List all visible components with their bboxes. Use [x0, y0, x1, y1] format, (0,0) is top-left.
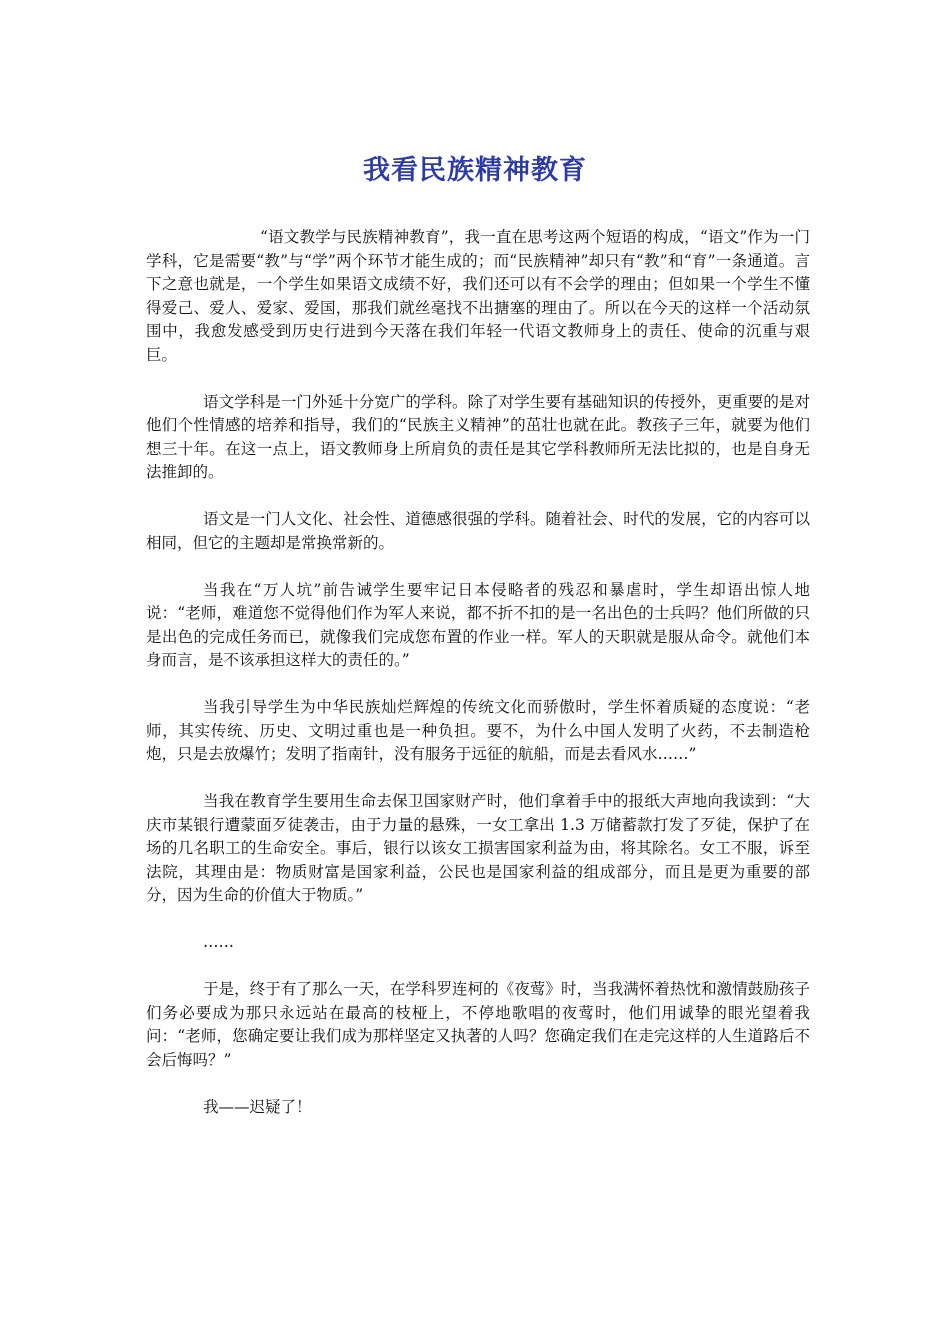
document-body: [146, 226, 810, 1143]
paragraph: 语文是一门人文化、社会性、道德感很强的学科。随着社会、时代的发展，它的内容可以相同，但它的主题却是常换常新的。: [146, 510, 810, 552]
paragraph: 语文学科是一门外延十分宽广的学科。除了对学生要有基础知识的传授外，更重要的是对他们个性情感的培养和指导，我们的“民族主义精神”的茁壮也就在此。教孩子三年，就要为他们想三十年。在这一点上，语文教师身上所肩负的责任是其它学科教师所无法比拟的，也是自身无法推卸的。: [146, 392, 810, 481]
paragraph: 我——迟疑了！: [203, 1097, 312, 1116]
paragraph: 于是，终于有了那么一天，在学科罗连柯的《夜莺》时，当我满怀着热忱和激情鼓励孩子们务必要成为那只永远站在最高的枝桠上，不停地歌唱的夜莺时，他们用诚挚的眼光望着我问：“老师，您确定要让我们成为那样坚定又执著的人吗？您确定我们在走完这样的人生道路后不会后悔吗？”: [146, 980, 810, 1069]
document-title: 我看民族精神教育: [363, 155, 587, 186]
paragraph: 当我在教育学生要用生命去保卫国家财产时，他们拿着手中的报纸大声地向我读到：“大庆市某银行遭蒙面歹徒袭击，由于力量的悬殊，一女工拿出 1.3 万储蓄款打发了歹徒，保护了在场的几名职工的生命安全。事后，银行以该女工损害国家利益为由，将其除名。女工不服，诉至法院，其理由是：物质财富是国家利益，公民也是国家利益的组成部分，而且是更为重要的部分，因为生命的价值大于物质。”: [146, 792, 810, 904]
paragraph: “语文教学与民族精神教育”，我一直在思考这两个短语的构成，“语文”作为一门学科，它是需要“教”与“学”两个环节才能生成的；而“民族精神”却只有“教”和“育”一条通道。言下之意也就是，一个学生如果语文成绩不好，我们还可以有不会学的理由；但如果一个学生不懂得爱己、爱人、爱家、爱国，那我们就丝毫找不出搪塞的理由了。所以在今天的这样一个活动氛围中，我愈发感受到历史行进到今天落在我们年轻一代语文教师身上的责任、使命的沉重与艰巨。: [146, 228, 810, 364]
paragraph-ellipsis: ……: [203, 933, 234, 951]
paragraph: 当我在“万人坑”前告诫学生要牢记日本侵略者的残忍和暴虐时，学生却语出惊人地说：“老师，难道您不觉得他们作为军人来说，都不折不扣的是一名出色的士兵吗？他们所做的只是出色的完成任务而已，就像我们完成您布置的作业一样。军人的天职就是服从命令。就他们本身而言，是不该承担这样大的责任的。”: [146, 580, 810, 669]
paragraph: 当我引导学生为中华民族灿烂辉煌的传统文化而骄傲时，学生怀着质疑的态度说：“老师，其实传统、历史、文明过重也是一种负担。要不，为什么中国人发明了火药，不去制造枪炮，只是去放爆竹；发明了指南针，没有服务于远征的航船，而是去看风水……”: [146, 698, 810, 763]
